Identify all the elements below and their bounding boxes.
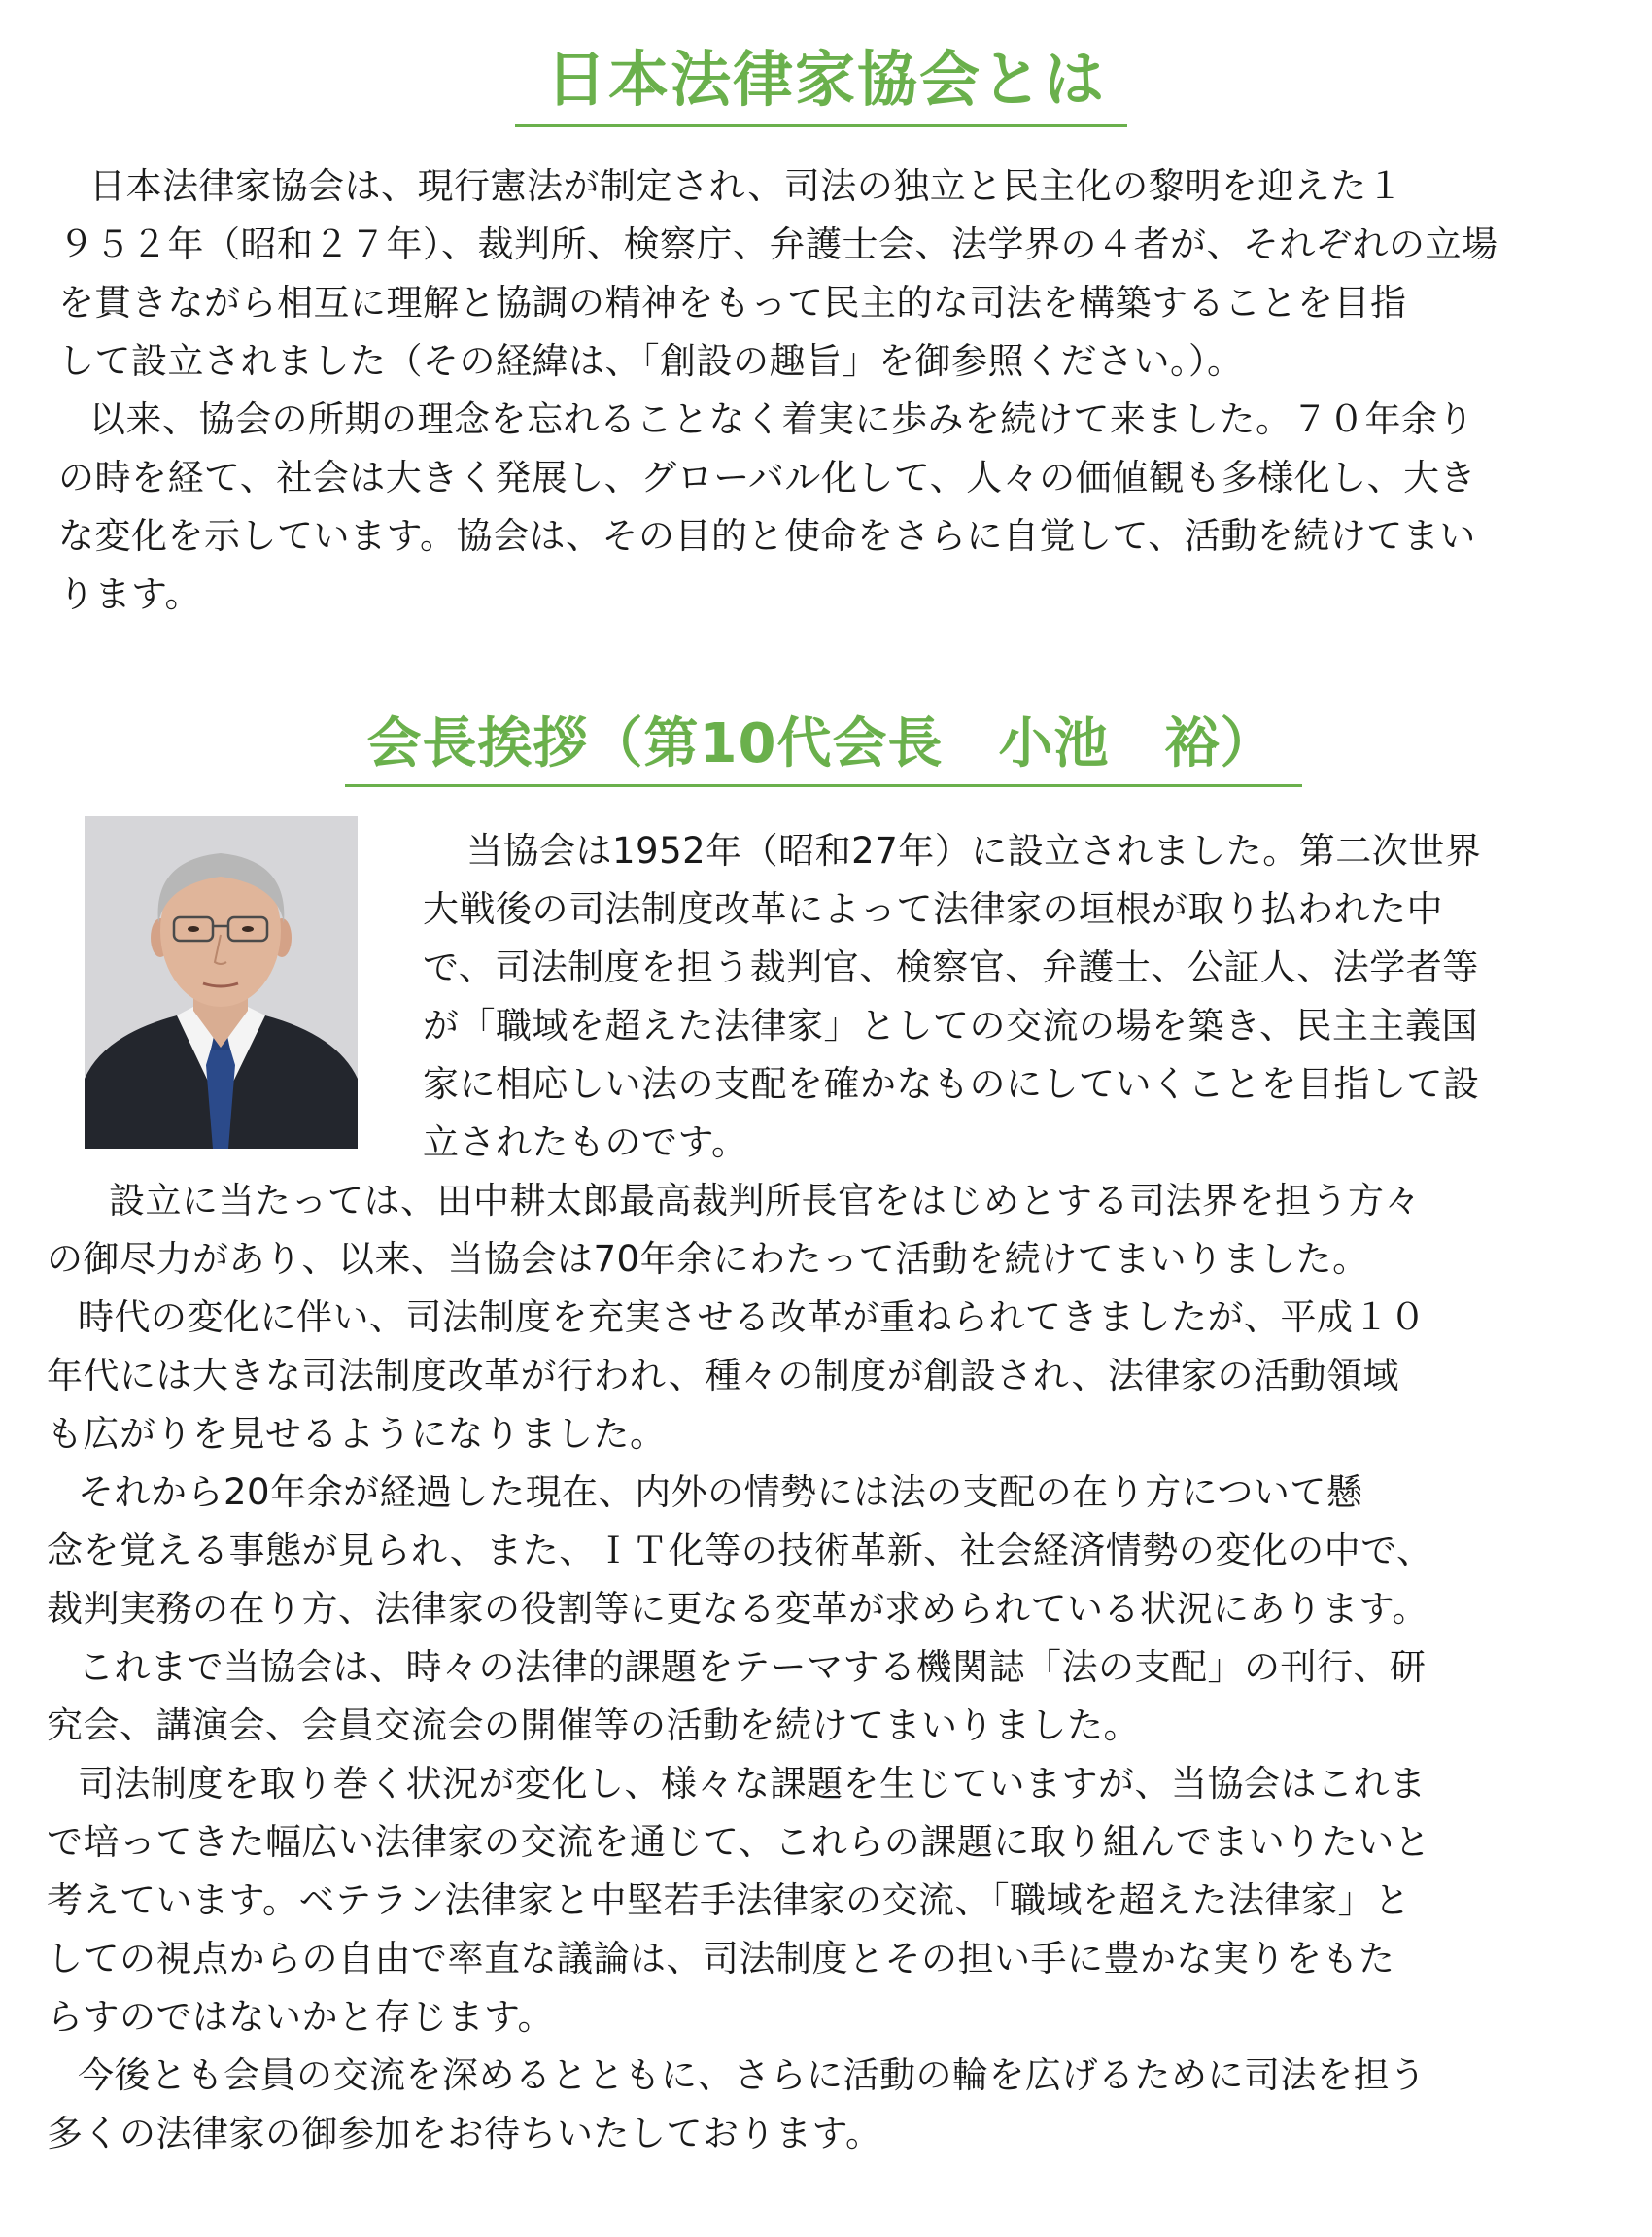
body-line: を貫きながら相互に理解と協調の精神をもって民主的な司法を構築することを目指 [58, 282, 1407, 324]
body-line: 考えています。ベテラン法律家と中堅若手法律家の交流、「職域を超えた法律家」と [47, 1879, 1411, 1921]
section2-title: 会長挨拶（第10代会長 小池 裕） [366, 712, 1276, 775]
body-line: 以来、協会の所期の理念を忘れることなく着実に歩みを続けて来ました。７０年余り [89, 398, 1474, 440]
body-line: が「職域を超えた法律家」としての交流の場を築き、民主主義国 [423, 1005, 1479, 1047]
body-line: ります。 [58, 573, 202, 615]
body-line: 多くの法律家の御参加をお待ちいたしております。 [47, 2113, 882, 2154]
body-line: 家に相応しい法の支配を確かなものにしていくことを目指して設 [423, 1063, 1480, 1105]
body-line: 大戦後の司法制度改革によって法律家の垣根が取り払われた中 [423, 888, 1443, 930]
body-line: 念を覚える事態が見られ、また、ＩＴ化等の技術革新、社会経済情勢の変化の中で、 [47, 1530, 1433, 1571]
body-line: して設立されました（その経緯は、「創設の趣旨」を御参照ください。）。 [58, 340, 1244, 382]
body-line: しての視点からの自由で率直な議論は、司法制度とその担い手に豊かな実りをもた [47, 1938, 1395, 1979]
body-line: 年代には大きな司法制度改革が行われ、種々の制度が創設され、法律家の活動領域 [47, 1355, 1399, 1396]
body-line: 当協会は1952年（昭和27年）に設立されました。第二次世界 [466, 830, 1482, 872]
body-line: ９５２年（昭和２７年）、裁判所、検察庁、弁護士会、法学界の４者が、それぞれの立場 [58, 224, 1498, 265]
body-line: な変化を示しています。協会は、その目的と使命をさらに自覚して、活動を続けてまい [58, 515, 1476, 557]
section1-title: 日本法律家協会とは [545, 44, 1106, 115]
body-line: も広がりを見せるようになりました。 [47, 1413, 667, 1455]
body-line: で培ってきた幅広い法律家の交流を通じて、これらの課題に取り組んでまいりたいと [47, 1821, 1431, 1863]
body-line: の御尽力があり、以来、当協会は70年余にわたって活動を続けてまいりました。 [47, 1238, 1369, 1280]
body-line: 時代の変化に伴い、司法制度を充実させる改革が重ねられてきましたが、平成１０ [78, 1296, 1427, 1338]
body-line: 司法制度を取り巻く状況が変化し、様々な課題を生じていますが、当協会はこれま [78, 1763, 1427, 1805]
body-line: 究会、講演会、会員交流会の開催等の活動を続けてまいりました。 [47, 1704, 1140, 1746]
body-line: の時を経て、社会は大きく発展し、グローバル化して、人々の価値観も多様化し、大き [58, 457, 1477, 499]
section2-title-underline [345, 784, 1302, 787]
body-line: これまで当協会は、時々の法律的課題をテーマする機関誌「法の支配」の刊行、研 [78, 1646, 1427, 1688]
body-line: 日本法律家協会は、現行憲法が制定され、司法の独立と民主化の黎明を迎えた１ [89, 165, 1404, 207]
body-line: 立されたものです。 [423, 1121, 748, 1163]
section1-title-underline [515, 124, 1127, 127]
body-line: 今後とも会員の交流を深めるとともに、さらに活動の輪を広げるために司法を担う [78, 2054, 1427, 2096]
body-line: それから20年余が経過した現在、内外の情勢には法の支配の在り方について懸 [78, 1471, 1363, 1513]
body-line: 裁判実務の在り方、法律家の役割等に更なる変革が求められている状況にあります。 [47, 1588, 1429, 1630]
chairman-portrait-photo [85, 816, 358, 1149]
body-line: で、司法制度を担う裁判官、検察官、弁護士、公証人、法学者等 [423, 946, 1479, 988]
body-line: らすのではないかと存じます。 [47, 1996, 555, 2038]
portrait-image [85, 816, 358, 1149]
body-line: 設立に当たっては、田中耕太郎最高裁判所長官をはじめとする司法界を担う方々 [109, 1180, 1421, 1222]
